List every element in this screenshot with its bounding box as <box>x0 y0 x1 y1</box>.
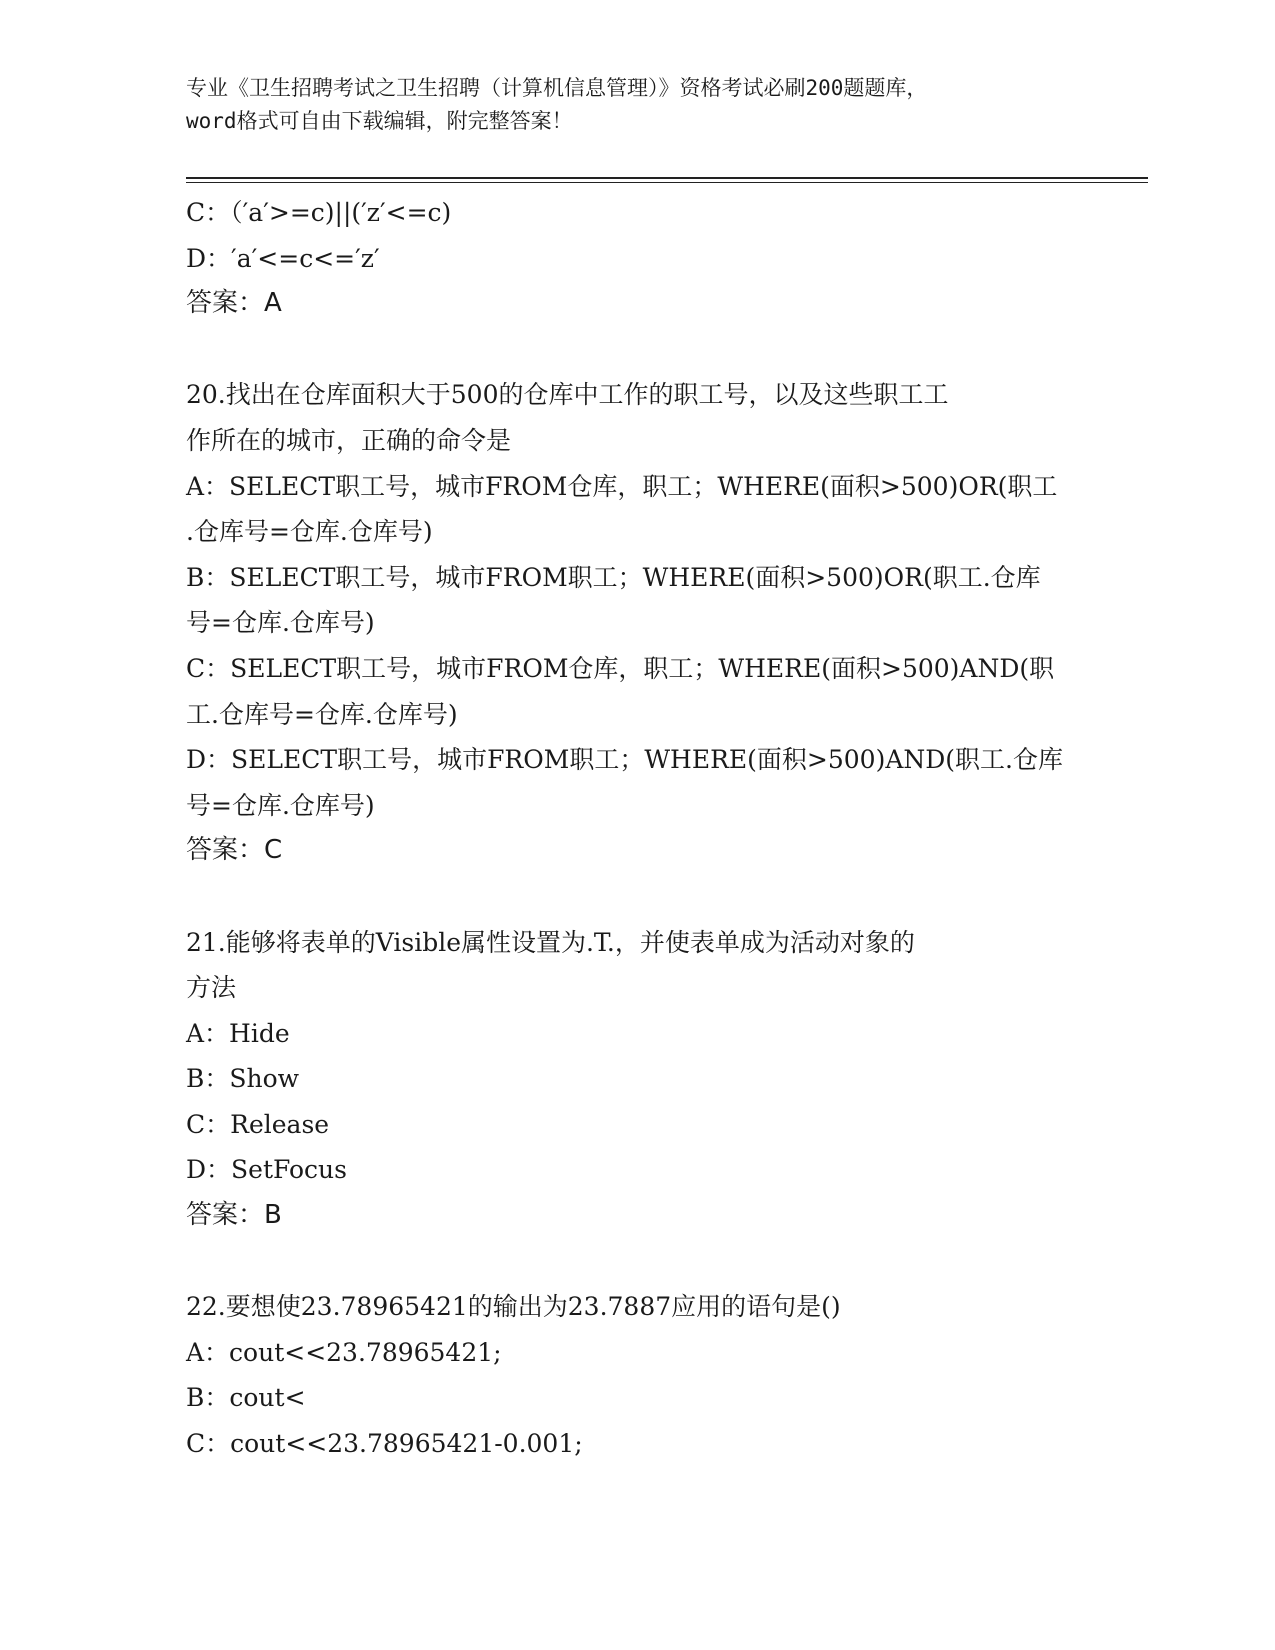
header-divider-thin <box>186 182 1148 183</box>
q19-option-c: C：（′a′>=c)||(′z′<=c) <box>186 198 452 227</box>
q20-option-c-line-2: 工.仓库号=仓库.仓库号) <box>186 699 458 729</box>
q21-option-c: C：Release <box>186 1109 330 1139</box>
header-title-line-1: 专业《卫生招聘考试之卫生招聘（计算机信息管理）》资格考试必刷200题题库， <box>186 76 928 100</box>
q20-option-d-line-1: D：SELECT职工号，城市FROM职工；WHERE(面积>500)AND(职工.仓库 <box>186 745 1064 775</box>
question-19-tail <box>186 190 1086 327</box>
q20-option-b-line-1: B：SELECT职工号，城市FROM职工；WHERE(面积>500)OR(职工.仓库 <box>186 562 1041 592</box>
q21-option-a: A：Hide <box>186 1018 290 1048</box>
q22-option-c: C：cout<<23.78965421-0.001; <box>186 1429 583 1459</box>
q20-option-a-line-2: .仓库号=仓库.仓库号) <box>186 517 433 547</box>
q20-stem-line-2: 作所在的城市，正确的命令是 <box>186 425 512 455</box>
question-content <box>186 190 1086 1467</box>
q21-stem-line-2: 方法 <box>186 973 237 1003</box>
spacer <box>186 874 1086 920</box>
q20-option-a-line-1: A：SELECT职工号，城市FROM仓库，职工；WHERE(面积>500)OR(职工 <box>186 471 1058 501</box>
q20-option-c-line-1: C：SELECT职工号，城市FROM仓库，职工；WHERE(面积>500)AND(职 <box>186 653 1055 683</box>
spacer <box>186 327 1086 373</box>
q20-stem-line-1: 20.找出在仓库面积大于500的仓库中工作的职工号，以及这些职工工 <box>186 380 949 410</box>
q21-option-b: B：Show <box>186 1064 300 1094</box>
q21-option-d: D：SetFocus <box>186 1155 347 1185</box>
q21-answer: 答案：B <box>186 1200 282 1231</box>
q22-stem: 22.要想使23.78965421的输出为23.7887应用的语句是() <box>186 1292 841 1322</box>
q20-option-b-line-2: 号=仓库.仓库号) <box>186 608 375 638</box>
document-header <box>186 72 1086 138</box>
header-divider-thick <box>186 177 1148 179</box>
spacer <box>186 1239 1086 1285</box>
question-21 <box>186 920 1086 1239</box>
question-22 <box>186 1284 1086 1466</box>
header-title-line-2: word格式可自由下载编辑，附完整答案！ <box>186 109 573 133</box>
question-20 <box>186 372 1086 874</box>
q19-option-d: D：′a′<=c<=′z′ <box>186 243 380 273</box>
q20-answer: 答案：C <box>186 835 283 866</box>
q19-answer: 答案：A <box>186 288 282 319</box>
q20-option-d-line-2: 号=仓库.仓库号) <box>186 790 375 820</box>
q22-option-b: B：cout< <box>186 1383 306 1413</box>
q21-stem-line-1: 21.能够将表单的Visible属性设置为.T.，并使表单成为活动对象的 <box>186 927 915 957</box>
q22-option-a: A：cout<<23.78965421; <box>186 1337 502 1367</box>
